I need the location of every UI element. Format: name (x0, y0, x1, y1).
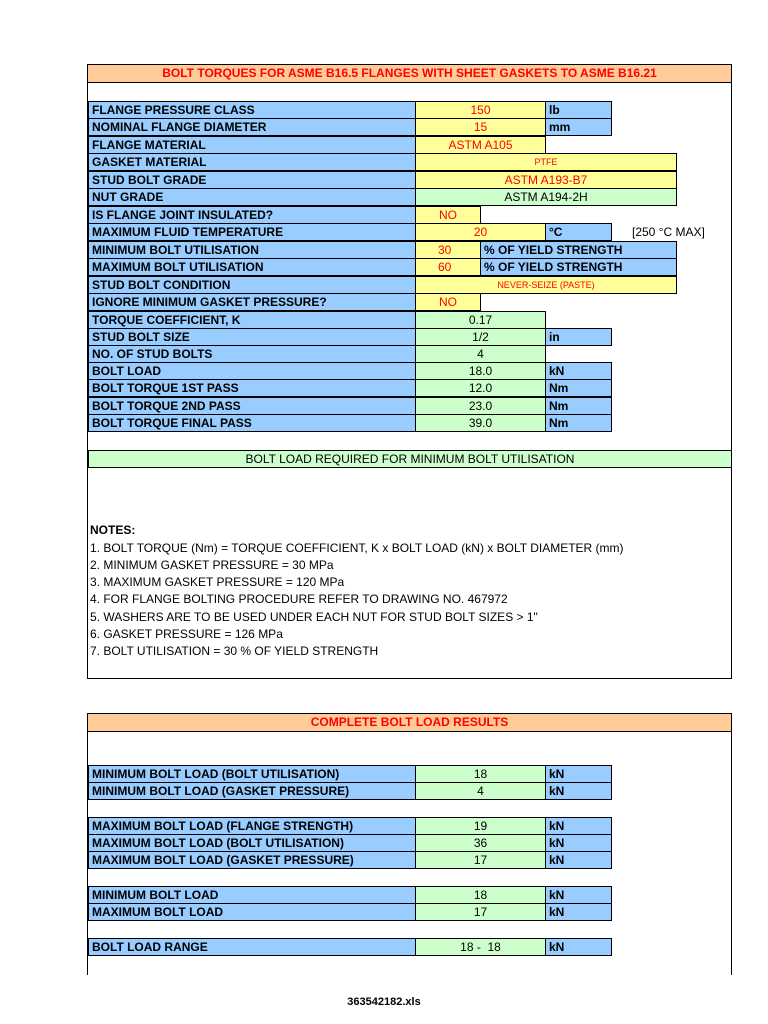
input-label-joint-insulated: IS FLANGE JOINT INSULATED? (88, 206, 416, 224)
file-name-footer: 363542182.xls (347, 996, 421, 1008)
input-stud-bolt-grade[interactable]: ASTM A193-B7 (415, 171, 677, 189)
input-label-flange-diameter: NOMINAL FLANGE DIAMETER (88, 118, 416, 136)
output-torque-coefficient: 0.17 (415, 311, 546, 329)
result-load-range: 18 - 18 (415, 938, 546, 956)
input-label-stud-bolt-condition: STUD BOLT CONDITION (88, 276, 416, 294)
unit-min-bolt-utilisation: % OF YIELD STRENGTH (480, 241, 677, 259)
result-max-load-utilisation: 36 (415, 834, 546, 852)
input-stud-bolt-condition[interactable]: NEVER-SEIZE (PASTE) (415, 276, 677, 294)
input-label-pressure-class: FLANGE PRESSURE CLASS (88, 101, 416, 119)
result-max-load-gasket: 17 (415, 851, 546, 869)
result-label-load-range: BOLT LOAD RANGE (88, 938, 416, 956)
input-flange-material[interactable]: ASTM A105 (415, 136, 546, 154)
unit-max-bolt-utilisation: % OF YIELD STRENGTH (480, 258, 677, 276)
input-label-ignore-gasket-pressure: IGNORE MINIMUM GASKET PRESSURE? (88, 293, 416, 311)
output-label-torque-1st-pass: BOLT TORQUE 1ST PASS (88, 379, 416, 397)
input-label-nut-grade: NUT GRADE (88, 188, 416, 206)
unit-pressure-class: lb (545, 101, 612, 119)
unit-stud-bolt-size: in (545, 328, 612, 346)
input-pressure-class[interactable]: 150 (415, 101, 546, 119)
output-torque-1st-pass: 12.0 (415, 379, 546, 397)
temperature-limit-note: [250 °C MAX] (632, 225, 705, 239)
result-unit: kN (545, 765, 612, 783)
unit-torque-2nd-pass: Nm (545, 397, 612, 415)
result-label-min-load-utilisation: MINIMUM BOLT LOAD (BOLT UTILISATION) (88, 765, 416, 783)
note-item: 1. BOLT TORQUE (Nm) = TORQUE COEFFICIENT, K x BOLT LOAD (kN) x BOLT DIAMETER (mm) (90, 541, 624, 555)
result-unit: kN (545, 886, 612, 904)
output-bolt-load: 18.0 (415, 362, 546, 380)
note-item: 6. GASKET PRESSURE = 126 MPa (90, 627, 283, 641)
result-label-min-load-gasket: MINIMUM BOLT LOAD (GASKET PRESSURE) (88, 782, 416, 800)
result-min-load-gasket: 4 (415, 782, 546, 800)
input-max-bolt-utilisation[interactable]: 60 (415, 258, 481, 276)
result-label-max-load: MAXIMUM BOLT LOAD (88, 903, 416, 921)
output-label-stud-bolt-count: NO. OF STUD BOLTS (88, 345, 416, 363)
note-item: 4. FOR FLANGE BOLTING PROCEDURE REFER TO DRAWING NO. 467972 (90, 592, 508, 606)
note-item: 7. BOLT UTILISATION = 30 % OF YIELD STRENGTH (90, 644, 379, 658)
unit-fluid-temperature: °C (545, 223, 612, 241)
input-min-bolt-utilisation[interactable]: 30 (415, 241, 481, 259)
result-label-max-load-flange: MAXIMUM BOLT LOAD (FLANGE STRENGTH) (88, 817, 416, 835)
output-label-stud-bolt-size: STUD BOLT SIZE (88, 328, 416, 346)
sheet-title: BOLT TORQUES FOR ASME B16.5 FLANGES WITH SHEET GASKETS TO ASME B16.21 (87, 64, 732, 83)
notes-title: NOTES: (90, 523, 136, 537)
unit-torque-final-pass: Nm (545, 414, 612, 432)
result-max-load-flange: 19 (415, 817, 546, 835)
result-unit: kN (545, 938, 612, 956)
result-label-max-load-gasket: MAXIMUM BOLT LOAD (GASKET PRESSURE) (88, 851, 416, 869)
unit-flange-diameter: mm (545, 118, 612, 136)
input-label-max-bolt-utilisation: MAXIMUM BOLT UTILISATION (88, 258, 416, 276)
results-title: COMPLETE BOLT LOAD RESULTS (87, 713, 732, 732)
result-label-min-load: MINIMUM BOLT LOAD (88, 886, 416, 904)
output-stud-bolt-count: 4 (415, 345, 546, 363)
output-torque-2nd-pass: 23.0 (415, 397, 546, 415)
input-joint-insulated[interactable]: NO (415, 206, 481, 224)
output-label-torque-coefficient: TORQUE COEFFICIENT, K (88, 311, 416, 329)
output-label-torque-final-pass: BOLT TORQUE FINAL PASS (88, 414, 416, 432)
input-label-gasket-material: GASKET MATERIAL (88, 153, 416, 171)
input-ignore-gasket-pressure[interactable]: NO (415, 293, 481, 311)
input-label-flange-material: FLANGE MATERIAL (88, 136, 416, 154)
result-min-load-utilisation: 18 (415, 765, 546, 783)
note-item: 5. WASHERS ARE TO BE USED UNDER EACH NUT FOR STUD BOLT SIZES > 1" (90, 610, 538, 624)
result-label-max-load-utilisation: MAXIMUM BOLT LOAD (BOLT UTILISATION) (88, 834, 416, 852)
bolt-load-basis-note: BOLT LOAD REQUIRED FOR MINIMUM BOLT UTILISATION (88, 450, 732, 468)
output-torque-final-pass: 39.0 (415, 414, 546, 432)
note-item: 2. MINIMUM GASKET PRESSURE = 30 MPa (90, 558, 334, 572)
unit-bolt-load: kN (545, 362, 612, 380)
result-min-load: 18 (415, 886, 546, 904)
output-stud-bolt-size: 1/2 (415, 328, 546, 346)
input-fluid-temperature[interactable]: 20 (415, 223, 546, 241)
result-unit: kN (545, 817, 612, 835)
result-unit: kN (545, 851, 612, 869)
input-flange-diameter[interactable]: 15 (415, 118, 546, 136)
input-gasket-material[interactable]: PTFE (415, 153, 677, 171)
input-label-fluid-temperature: MAXIMUM FLUID TEMPERATURE (88, 223, 416, 241)
input-label-min-bolt-utilisation: MINIMUM BOLT UTILISATION (88, 241, 416, 259)
unit-torque-1st-pass: Nm (545, 379, 612, 397)
output-label-torque-2nd-pass: BOLT TORQUE 2ND PASS (88, 397, 416, 415)
result-unit: kN (545, 903, 612, 921)
result-unit: kN (545, 834, 612, 852)
input-label-stud-bolt-grade: STUD BOLT GRADE (88, 171, 416, 189)
note-item: 3. MAXIMUM GASKET PRESSURE = 120 MPa (90, 575, 345, 589)
result-unit: kN (545, 782, 612, 800)
output-nut-grade: ASTM A194-2H (415, 188, 677, 206)
result-max-load: 17 (415, 903, 546, 921)
output-label-bolt-load: BOLT LOAD (88, 362, 416, 380)
